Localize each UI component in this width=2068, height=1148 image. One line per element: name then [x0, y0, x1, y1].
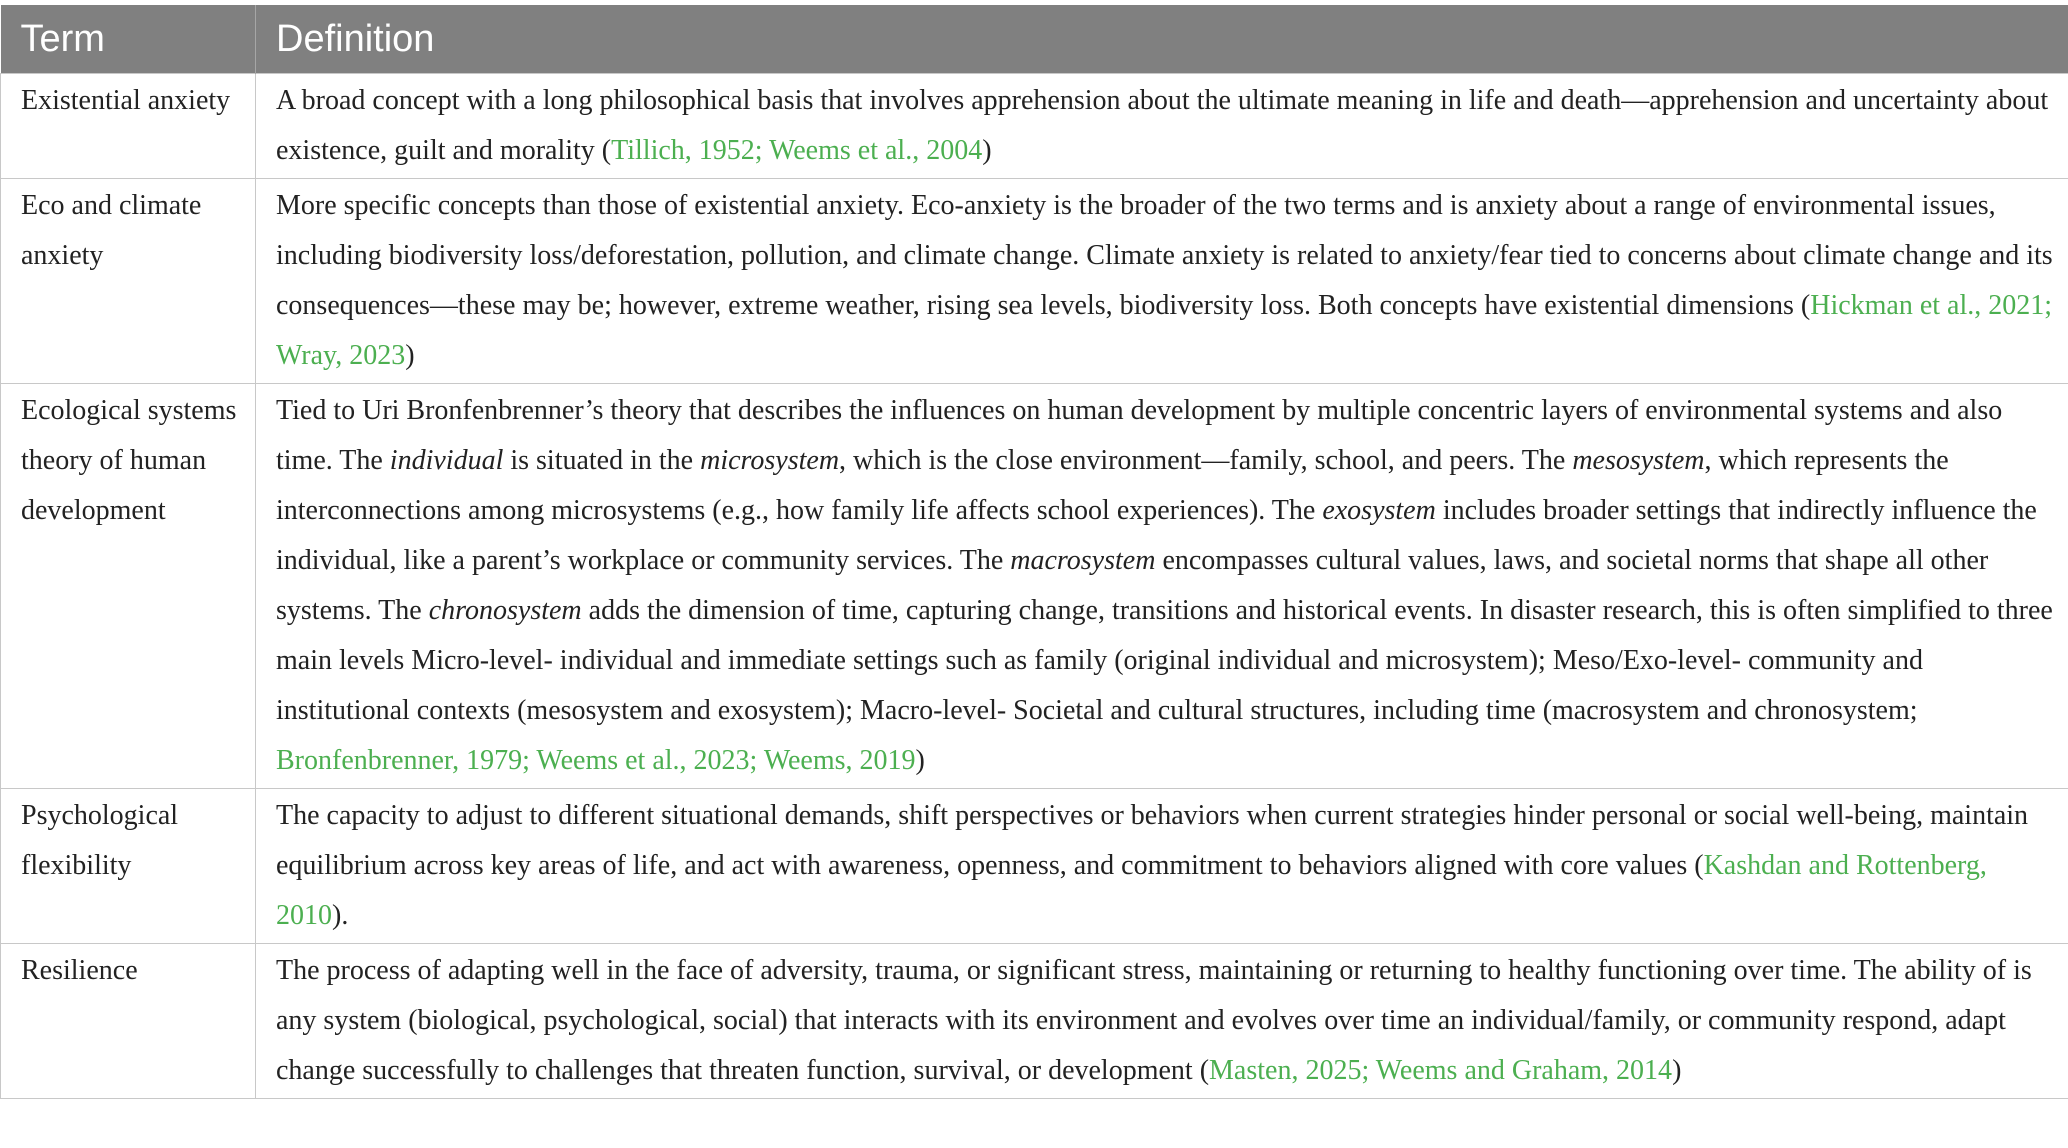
definitions-table: [0, 5, 2068, 1099]
definitions-table-container: [0, 5, 2068, 1099]
citation-link: Hickman et al., 2021; Wray, 2023: [276, 290, 2053, 371]
definition-text: ): [1672, 1055, 1682, 1086]
term-cell: Resilience: [1, 944, 256, 1099]
definition-text: A broad concept with a long philosophical basis that involves apprehension about the ultimate meaning in life and death—apprehension and uncertainty about existence, guilt and morality (: [276, 85, 2049, 166]
italic-term: exosystem: [1322, 495, 1436, 526]
definition-text: , which represents the interconnections among microsystems (e.g., how family life affects school experiences). The: [276, 445, 1949, 526]
definition-cell: [256, 384, 2068, 789]
term-cell: Psychological flexibility: [1, 789, 256, 944]
italic-term: macrosystem: [1010, 545, 1156, 576]
definition-cell: [256, 789, 2068, 944]
table-row: [1, 789, 2068, 944]
definition-text: More specific concepts than those of existential anxiety. Eco-anxiety is the broader of the two terms and is anxiety about a range of environmental issues, including biodiversity loss/deforestation, pollution, and climate change. Climate anxiety is related to anxiety/fear tied to concerns about climate change and its consequences—these may be; however, extreme weather, rising sea levels, biodiversity loss. Both concepts have existential dimensions (: [276, 190, 2053, 321]
citation-link: Kashdan and Rottenberg, 2010: [276, 850, 1987, 931]
definition-text: ).: [332, 900, 349, 931]
table-row: [1, 944, 2068, 1099]
term-cell: Ecological systems theory of human development: [1, 384, 256, 789]
definition-text: Tied to Uri Bronfenbrenner’s theory that describes the influences on human development by multiple concentric layers of environmental systems and also time. The: [276, 395, 2003, 476]
header-term: Term: [1, 5, 256, 74]
table-row: [1, 384, 2068, 789]
italic-term: mesosystem: [1572, 445, 1705, 476]
definition-text: includes broader settings that indirectly influence the individual, like a parent’s workplace or community services. The: [276, 495, 2037, 576]
table-body: [1, 74, 2068, 1099]
header-definition: Definition: [256, 5, 2068, 74]
citation-link: Bronfenbrenner, 1979; Weems et al., 2023; Weems, 2019: [276, 745, 916, 776]
definition-cell: [256, 179, 2068, 384]
definition-text: ): [405, 340, 415, 371]
definition-text: The process of adapting well in the face of adversity, trauma, or significant stress, maintaining or returning to healthy functioning over time. The ability of is any system (biological, psychological, social) that interacts with its environment and evolves over time an individual/family, or community respond, adapt change successfully to challenges that threaten function, survival, or development (: [276, 955, 2032, 1086]
definition-cell: [256, 944, 2068, 1099]
term-cell: Eco and climate anxiety: [1, 179, 256, 384]
italic-term: microsystem: [700, 445, 840, 476]
definition-text: ): [982, 135, 992, 166]
definition-text: adds the dimension of time, capturing change, transitions and historical events. In disaster research, this is often simplified to three main levels Micro-level- individual and immediate settings such as family (original individual and microsystem); Meso/Exo-level- community and institutional contexts (mesosystem and exosystem); Macro-level- Societal and cultural structures, including time (macrosystem and chronosystem;: [276, 595, 2053, 726]
italic-term: chronosystem: [428, 595, 582, 626]
citation-link: Tillich, 1952; Weems et al., 2004: [611, 135, 983, 166]
definition-text: encompasses cultural values, laws, and societal norms that shape all other systems. The: [276, 545, 1989, 626]
term-cell: Existential anxiety: [1, 74, 256, 179]
definition-text: The capacity to adjust to different situational demands, shift perspectives or behaviors when current strategies hinder personal or social well-being, maintain equilibrium across key areas of life, and act with awareness, openness, and commitment to behaviors aligned with core values (: [276, 800, 2029, 881]
italic-term: individual: [389, 445, 504, 476]
table-header: [1, 5, 2068, 74]
definition-cell: [256, 74, 2068, 179]
citation-link: Masten, 2025; Weems and Graham, 2014: [1209, 1055, 1673, 1086]
definition-text: , which is the close environment—family, school, and peers. The: [839, 445, 1573, 476]
definition-text: is situated in the: [503, 445, 701, 476]
definition-text: ): [915, 745, 925, 776]
table-row: [1, 179, 2068, 384]
header-row: [1, 5, 2068, 74]
table-row: [1, 74, 2068, 179]
